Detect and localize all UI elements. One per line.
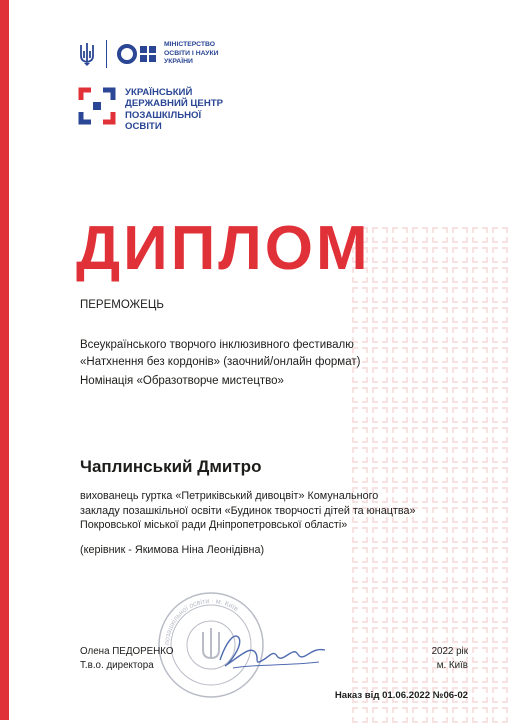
ornament-pattern [350, 225, 510, 725]
director-signature [215, 620, 330, 675]
center-mark-icon [78, 87, 116, 125]
ministry-name-line: УКРАЇНИ [164, 58, 193, 66]
festival-name [80, 337, 460, 371]
center-name [125, 87, 245, 133]
date-place-block [432, 645, 468, 672]
order-reference: Наказ від 01.06.2022 №06-02 [334, 690, 468, 701]
description-line: закладу позашкільної освіти «Будинок творчості дітей та юнацтва» [80, 504, 416, 517]
center-name-line: УКРАЇНСЬКИЙ [125, 87, 193, 98]
festival-line: Всеукраїнського творчого інклюзивного фестивалю [80, 339, 354, 351]
ministry-logo [78, 40, 219, 68]
description-line: вихованець гуртка «Петриківський дивоцвіт» Комунального [80, 490, 379, 502]
ministry-name-line: ОСВІТИ І НАУКИ [164, 49, 219, 57]
ministry-name [164, 41, 219, 66]
winner-label: ПЕРЕМОЖЕЦЬ [80, 299, 164, 311]
description-line: Покровської міської ради Дніпропетровської області» [80, 519, 348, 531]
center-name-line: ДЕРЖАВНИЙ ЦЕНТР [125, 98, 224, 110]
nomination: Номінація «Образотворче мистецтво» [80, 375, 284, 387]
signer-block [80, 645, 173, 672]
signer-position: Т.в.о. директора [80, 659, 154, 671]
year-text: 2022 рік [431, 646, 468, 657]
center-logo [78, 87, 245, 133]
red-side-bar [0, 0, 9, 720]
center-name-line: ОСВІТИ [125, 121, 162, 133]
signer-name: Олена ПЕДОРЕНКО [80, 646, 174, 657]
ministry-mark-icon [116, 43, 158, 65]
stamp-text: позашкільної освіти · м. Київ [163, 597, 240, 646]
trident-icon [78, 42, 96, 66]
diploma-title: ДИПЛОМ [76, 214, 371, 283]
leader-name: (керівник - Якимова Ніна Леонідівна) [80, 544, 265, 556]
logo-separator [106, 40, 107, 68]
city-text: м. Київ [436, 659, 468, 671]
center-name-line: ПОЗАШКІЛЬНОЇ [125, 109, 202, 121]
festival-line: «Натхнення без кордонів» (заочний/онлайн формат) [80, 356, 361, 368]
recipient-description [80, 489, 480, 533]
ministry-name-line: МІНІСТЕРСТВО [164, 41, 216, 49]
recipient-name: Чаплинський Дмитро [80, 457, 262, 476]
